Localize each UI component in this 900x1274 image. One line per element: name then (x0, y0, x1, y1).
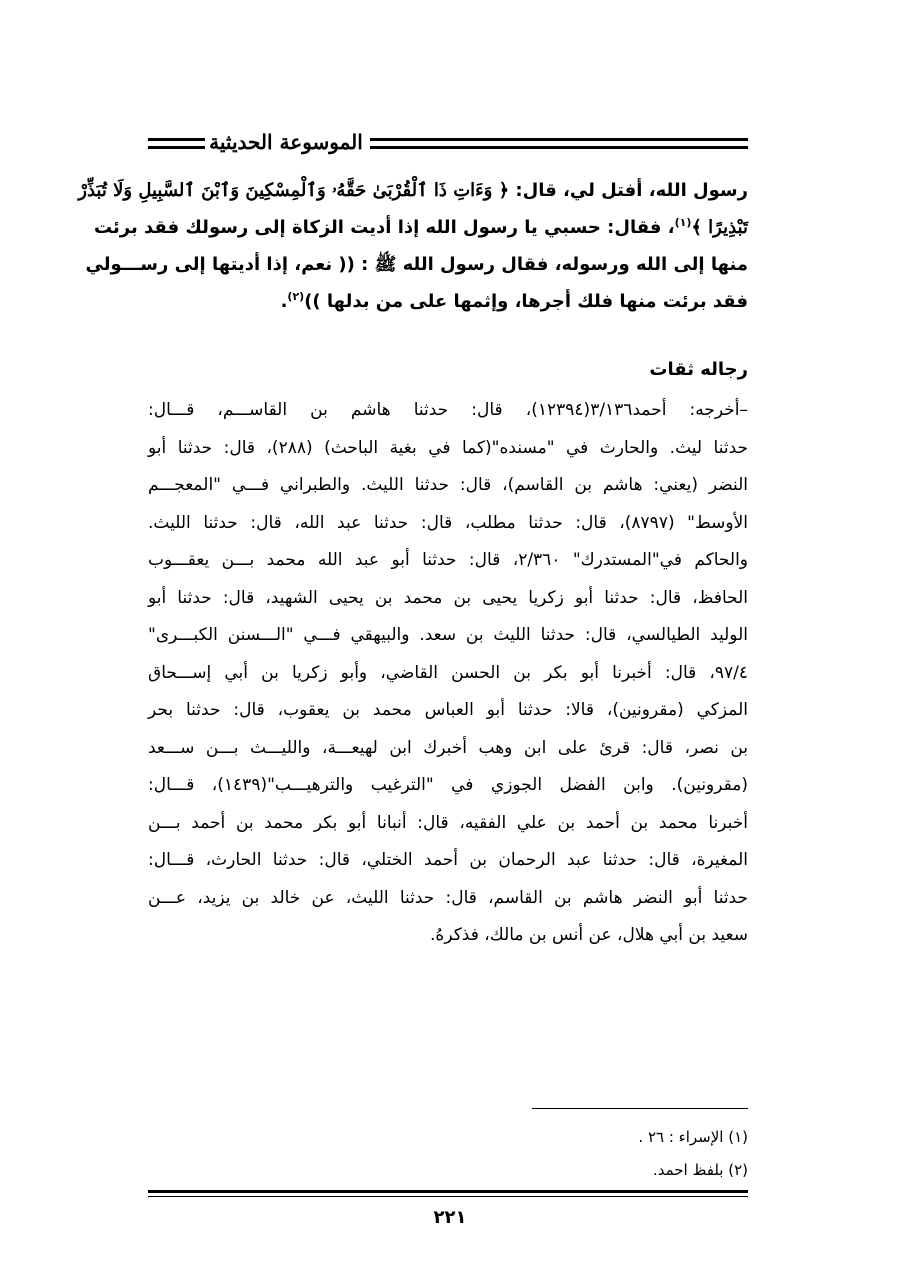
footnote-ref-1[interactable]: (١) (674, 216, 692, 229)
footnote-1: (١) الإسراء : ٢٦ . (638, 1128, 748, 1146)
page-number: ٢٢١ (433, 1207, 467, 1228)
footnote-2: (٢) بلفظ احمد. (652, 1161, 748, 1179)
takhrij-line: أخبرنا محمد بن أحمد بن علي الفقيه، قال: أنبانا أبو بكر محمد بن أحمد بـــن (148, 812, 748, 833)
hadith-line-3 (85, 246, 748, 283)
hadith-line-2-text: ، فقال: حسبي يا رسول الله إذا أديت الزكاة إلى رسولك فقد برئت (93, 217, 675, 238)
takhrij-line: ٩٧/٤، قال: أخبرنا أبو بكر بن الحسن القاضي، وأبو زكريا بن أبي إســـحاق (148, 662, 748, 683)
takhrij-line: –أخرجه: أحمد٣/١٣٦(١٢٣٩٤)، قال: حدثنا هاشم بن القاســـم، قـــال: (148, 400, 748, 420)
bottom-rule-thin (148, 1196, 748, 1197)
hadith-line-1-text: رسول الله، أفتل لي، قال: (509, 180, 748, 201)
takhrij-line: بن نصر، قال: قرئ على ابن وهب أخبرك ابن لهيعـــة، والليـــث بـــن ســـعد (148, 737, 748, 758)
hadith-line-3-text: منها إلى الله ورسوله، فقال رسول الله ﷺ : (( نعم، إذا أديتها إلى رســـولي (85, 254, 748, 275)
quran-verse-part-1: ﴿ وَءَاتِ ذَا ٱلْقُرْبَىٰ حَقَّهُۥ وَٱلْمِسْكِينَ وَٱبْنَ ٱلسَّبِيلِ وَلَا تُبَذِّرْ (78, 180, 510, 201)
header-rule-right (370, 138, 748, 141)
quran-verse-part-2: تَبْذِيرًا ﴾ (691, 217, 748, 238)
section-heading: رجاله ثقات (649, 359, 748, 380)
header-rule-left (148, 138, 205, 141)
takhrij-line: المغيرة، قال: حدثنا عبد الرحمان بن أحمد الختلي، قال: حدثنا الحارث، قـــال: (148, 850, 748, 870)
takhrij-line: النضر (يعني: هاشم بن القاسم)، قال: حدثنا الليث. والطبراني فـــي "المعجـــم (148, 475, 748, 495)
header-rule-left-2 (148, 146, 205, 149)
hadith-line-1 (78, 172, 748, 209)
takhrij-line: الأوسط" (٨٧٩٧)، قال: حدثنا مطلب، قال: حدثنا عبد الله، قال: حدثنا الليث. (148, 512, 748, 533)
footnote-separator (532, 1108, 748, 1109)
hadith-line-4-end: . (280, 291, 288, 312)
header-rule-right-2 (370, 146, 748, 149)
footnote-ref-2[interactable]: (٢) (287, 290, 305, 303)
takhrij-line: حدثنا ليث. والحارث في "مسنده"(كما في بغية الباحث) (٢٨٨)، قال: حدثنا أبو (148, 437, 748, 458)
takhrij-line: حدثنا أبو النضر هاشم بن القاسم، قال: حدثنا الليث، عن خالد بن يزيد، عـــن (148, 887, 748, 908)
takhrij-line: الحافظ، قال: حدثنا أبو زكريا يحيى بن محمد بن يحيى الشهيد، قال: حدثنا أبو (148, 587, 748, 608)
takhrij-line: والحاكم في"المستدرك" ٢/٣٦٠، قال: حدثنا أبو عبد الله محمد بـــن يعقـــوب (148, 550, 748, 570)
takhrij-line: الوليد الطيالسي، قال: حدثنا الليث بن سعد. والبيهقي فـــي "الـــسنن الكبـــرى" (148, 625, 748, 645)
hadith-line-4 (148, 283, 748, 320)
hadith-line-2 (93, 209, 748, 246)
takhrij-line: سعيد بن أبي هلال، عن أنس بن مالك، فذكرهُ. (430, 925, 748, 945)
bottom-rule-thick (148, 1190, 748, 1193)
takhrij-line: (مقرونين). وابن الفضل الجوزي في "الترغيب والترهيـــب"(١٤٣٩)، قـــال: (148, 775, 748, 795)
takhrij-paragraph (148, 392, 748, 955)
hadith-text (78, 172, 748, 320)
page-header-title: الموسوعة الحديثية (209, 130, 363, 154)
hadith-line-4-text: فقد برئت منها فلك أجرها، وإثمها على من بدلها )) (304, 291, 748, 312)
takhrij-line: المزكي (مقرونين)، قالا: حدثنا أبو العباس محمد بن يعقوب، قال: حدثنا بحر (148, 700, 748, 720)
